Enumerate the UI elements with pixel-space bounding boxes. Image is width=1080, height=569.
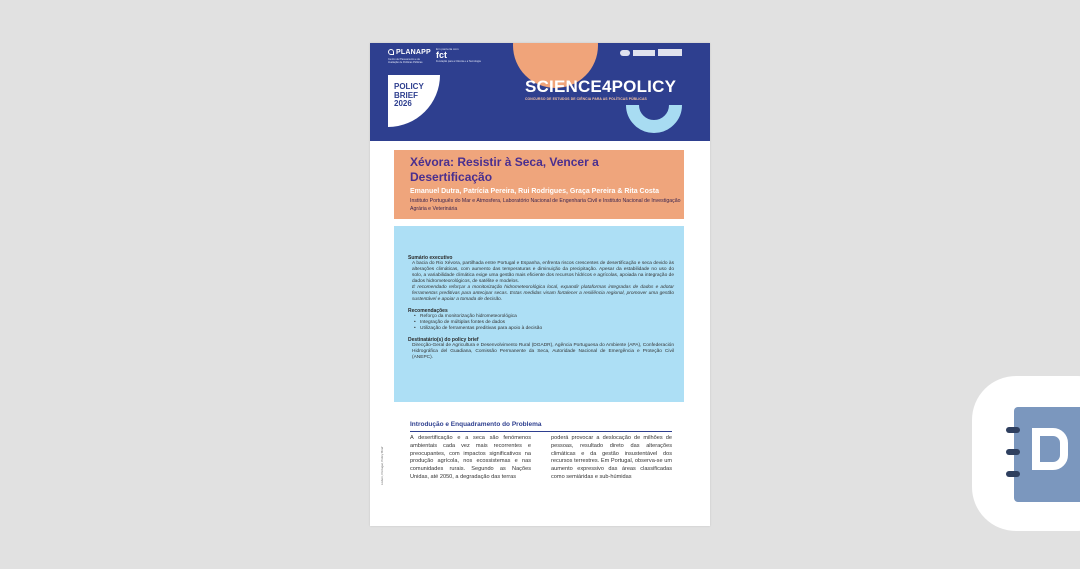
- brief-title: Xévora: Resistir à Seca, Vencer a Desertificação: [410, 155, 599, 184]
- science4policy-subtitle: CONCURSO DE ESTUDOS DE CIÊNCIA PARA AS POLÍTICAS PÚBLICAS: [525, 97, 647, 101]
- badge-year: 2026: [394, 99, 412, 108]
- list-item: • Integração de múltiplas fontes de dados: [420, 320, 674, 326]
- side-note: Lisbon, Portugal, Policy Brief: [380, 446, 384, 485]
- planapp-logo: [388, 49, 431, 56]
- executive-summary-box: [394, 226, 684, 402]
- fct-logo: [436, 47, 481, 63]
- recipients-heading: Destinatário(s) do policy brief: [408, 337, 479, 343]
- recommendations-list: [408, 314, 674, 332]
- planapp-subtitle: Centro de Planeamento e de Avaliação de Políticas Públicas: [388, 58, 423, 64]
- notebook-document-icon: [972, 376, 1080, 531]
- summary-paragraph-1: A bacia do Rio Xévora, partilhada entre Portugal e Espanha, enfrenta riscos crescentes de desertificação e seca devido às alterações climáticas, com aumento das temperaturas e diminuição da precipitação. Apesar da estabilidade no uso do solo, a variabilidade climática exige uma gestão mais eficiente dos recursos hídricos e agrícolas, apoiada na integração de dados hidrometeorológicos, de satélite e modelos.: [412, 261, 674, 284]
- partner-logo: [620, 50, 630, 56]
- summary-paragraph-2: É recomendado reforçar a monitorização hidrometeorológica local, expandir plataformas integradas de dados e adotar ferramentas preditivas para antecipar secas. Estas medidas visam fortalecer a resiliência regional, promover uma gestão sustentável e apoiar a tomada de decisão.: [412, 285, 674, 302]
- partner-logo: [633, 50, 655, 56]
- science4policy-title: SCIENCE4POLICY: [525, 77, 677, 96]
- brief-affiliations: Instituto Português do Mar e Atmosfera, Laboratório Nacional de Engenharia Civil e Instituto Nacional de Investigação Agrária e Veterinária: [410, 198, 681, 212]
- recipients-text: Direcção-Geral de Agricultura e Desenvolvimento Rural (DGADR), Agência Portuguesa do Ambiente (APA), Confederación Hidrográfica del Guadiana, Comissão Permanente da Seca, Autoridade Nacional de Emergência e Proteção Civil (ANEPC).: [412, 343, 674, 360]
- brief-authors: Emanuel Dutra, Patrícia Pereira, Rui Rodrigues, Graça Pereira & Rita Costa: [410, 188, 659, 195]
- list-item: • Reforço da monitorização hidrometeorológica: [420, 314, 674, 320]
- list-item: • Utilização de ferramentas preditivas para apoio à decisão: [420, 326, 674, 332]
- fct-subtitle: Fundação para a Ciência e a Tecnologia: [436, 60, 481, 63]
- title-block: [394, 150, 684, 219]
- partner-logo: [658, 49, 682, 56]
- brief-header: [370, 43, 710, 141]
- body-column-1: A desertificação e a seca são fenómenos ambientais cada vez mais recorrentes e preocupantes, com impactos significativos na produção agrícola, nos ecossistemas e nas comunidades rurais. Segundo as Nações Unidas, até 2050, a degradação das terras: [410, 435, 531, 480]
- planapp-logo-text: PLANAPP: [396, 49, 431, 56]
- section-title: Introdução e Enquadramento do Problema: [410, 421, 542, 428]
- badge-line-1: POLICY: [394, 82, 424, 91]
- planapp-logo-icon: [388, 49, 394, 55]
- fct-intro: Em parceria com: [436, 47, 459, 51]
- badge-line-2: BRIEF: [394, 90, 418, 100]
- section-divider: [410, 431, 672, 432]
- policy-brief-badge: [388, 75, 440, 127]
- recommendations-heading: Recomendações: [408, 308, 448, 314]
- fct-name: fct: [436, 50, 447, 60]
- body-column-2: poderá provocar a deslocação de milhões de pessoas, resultado direto das alterações climáticas e da gestão insustentável dos recursos terrestres. Em Portugal, observa-se um aumento expressivo das áreas classificadas como semiáridas e sub-húmidas: [551, 435, 672, 480]
- policy-brief-page: [370, 43, 710, 526]
- partner-logos: [620, 49, 682, 56]
- summary-heading: Sumário executivo: [408, 255, 453, 261]
